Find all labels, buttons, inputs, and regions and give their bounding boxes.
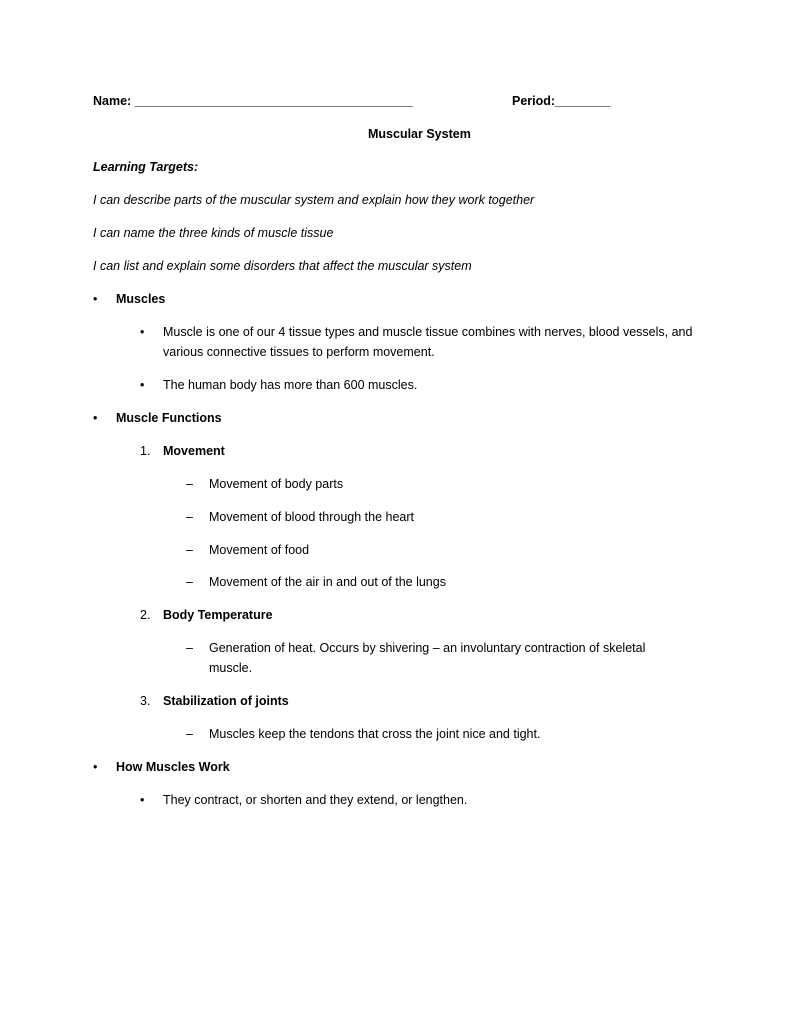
section-heading-muscles: Muscles [116, 292, 166, 306]
dash-marker: – [186, 510, 193, 524]
list-item: Movement of blood through the heart [209, 510, 414, 524]
period-field: Period:________ [512, 94, 611, 108]
list-item: Movement of food [209, 543, 310, 557]
learning-target-item: I can name the three kinds of muscle tissue [93, 226, 334, 240]
bullet-marker: • [140, 793, 145, 807]
section-heading-how-muscles-work: How Muscles Work [116, 760, 230, 774]
learning-targets-heading: Learning Targets: [93, 160, 199, 174]
list-item: They contract, or shorten and they extend, or lengthen. [163, 793, 468, 807]
bullet-marker: • [93, 411, 98, 425]
section-heading-functions: Muscle Functions [116, 411, 222, 425]
list-item: Muscle is one of our 4 tissue types and muscle tissue combines with nerves, blood vessels, and various connective tissues to perform movement. [163, 325, 693, 359]
dash-marker: – [186, 543, 193, 557]
learning-target-item: I can describe parts of the muscular system and explain how they work together [93, 193, 535, 207]
list-item: Generation of heat. Occurs by shivering – an involuntary contraction of skeletal muscle. [209, 641, 646, 675]
dash-marker: – [186, 575, 193, 589]
bullet-marker: • [93, 292, 98, 306]
list-item: Movement of body parts [209, 477, 344, 491]
dash-marker: – [186, 477, 193, 491]
learning-target-item: I can list and explain some disorders that affect the muscular system [93, 259, 472, 273]
function-title: Stabilization of joints [163, 694, 289, 708]
dash-marker: – [186, 641, 193, 655]
list-item: Muscles keep the tendons that cross the joint nice and tight. [209, 727, 541, 741]
bullet-marker: • [140, 378, 145, 392]
function-title: Body Temperature [163, 608, 273, 622]
list-item: The human body has more than 600 muscles. [163, 378, 418, 392]
list-item: Movement of the air in and out of the lungs [209, 575, 446, 589]
dash-marker: – [186, 727, 193, 741]
list-number: 3. [140, 694, 151, 708]
function-title: Movement [163, 444, 225, 458]
list-number: 1. [140, 444, 151, 458]
list-number: 2. [140, 608, 151, 622]
bullet-marker: • [93, 760, 98, 774]
bullet-marker: • [140, 325, 145, 339]
page-title: Muscular System [368, 127, 471, 141]
name-field: Name: ________________________________________ [93, 94, 413, 108]
